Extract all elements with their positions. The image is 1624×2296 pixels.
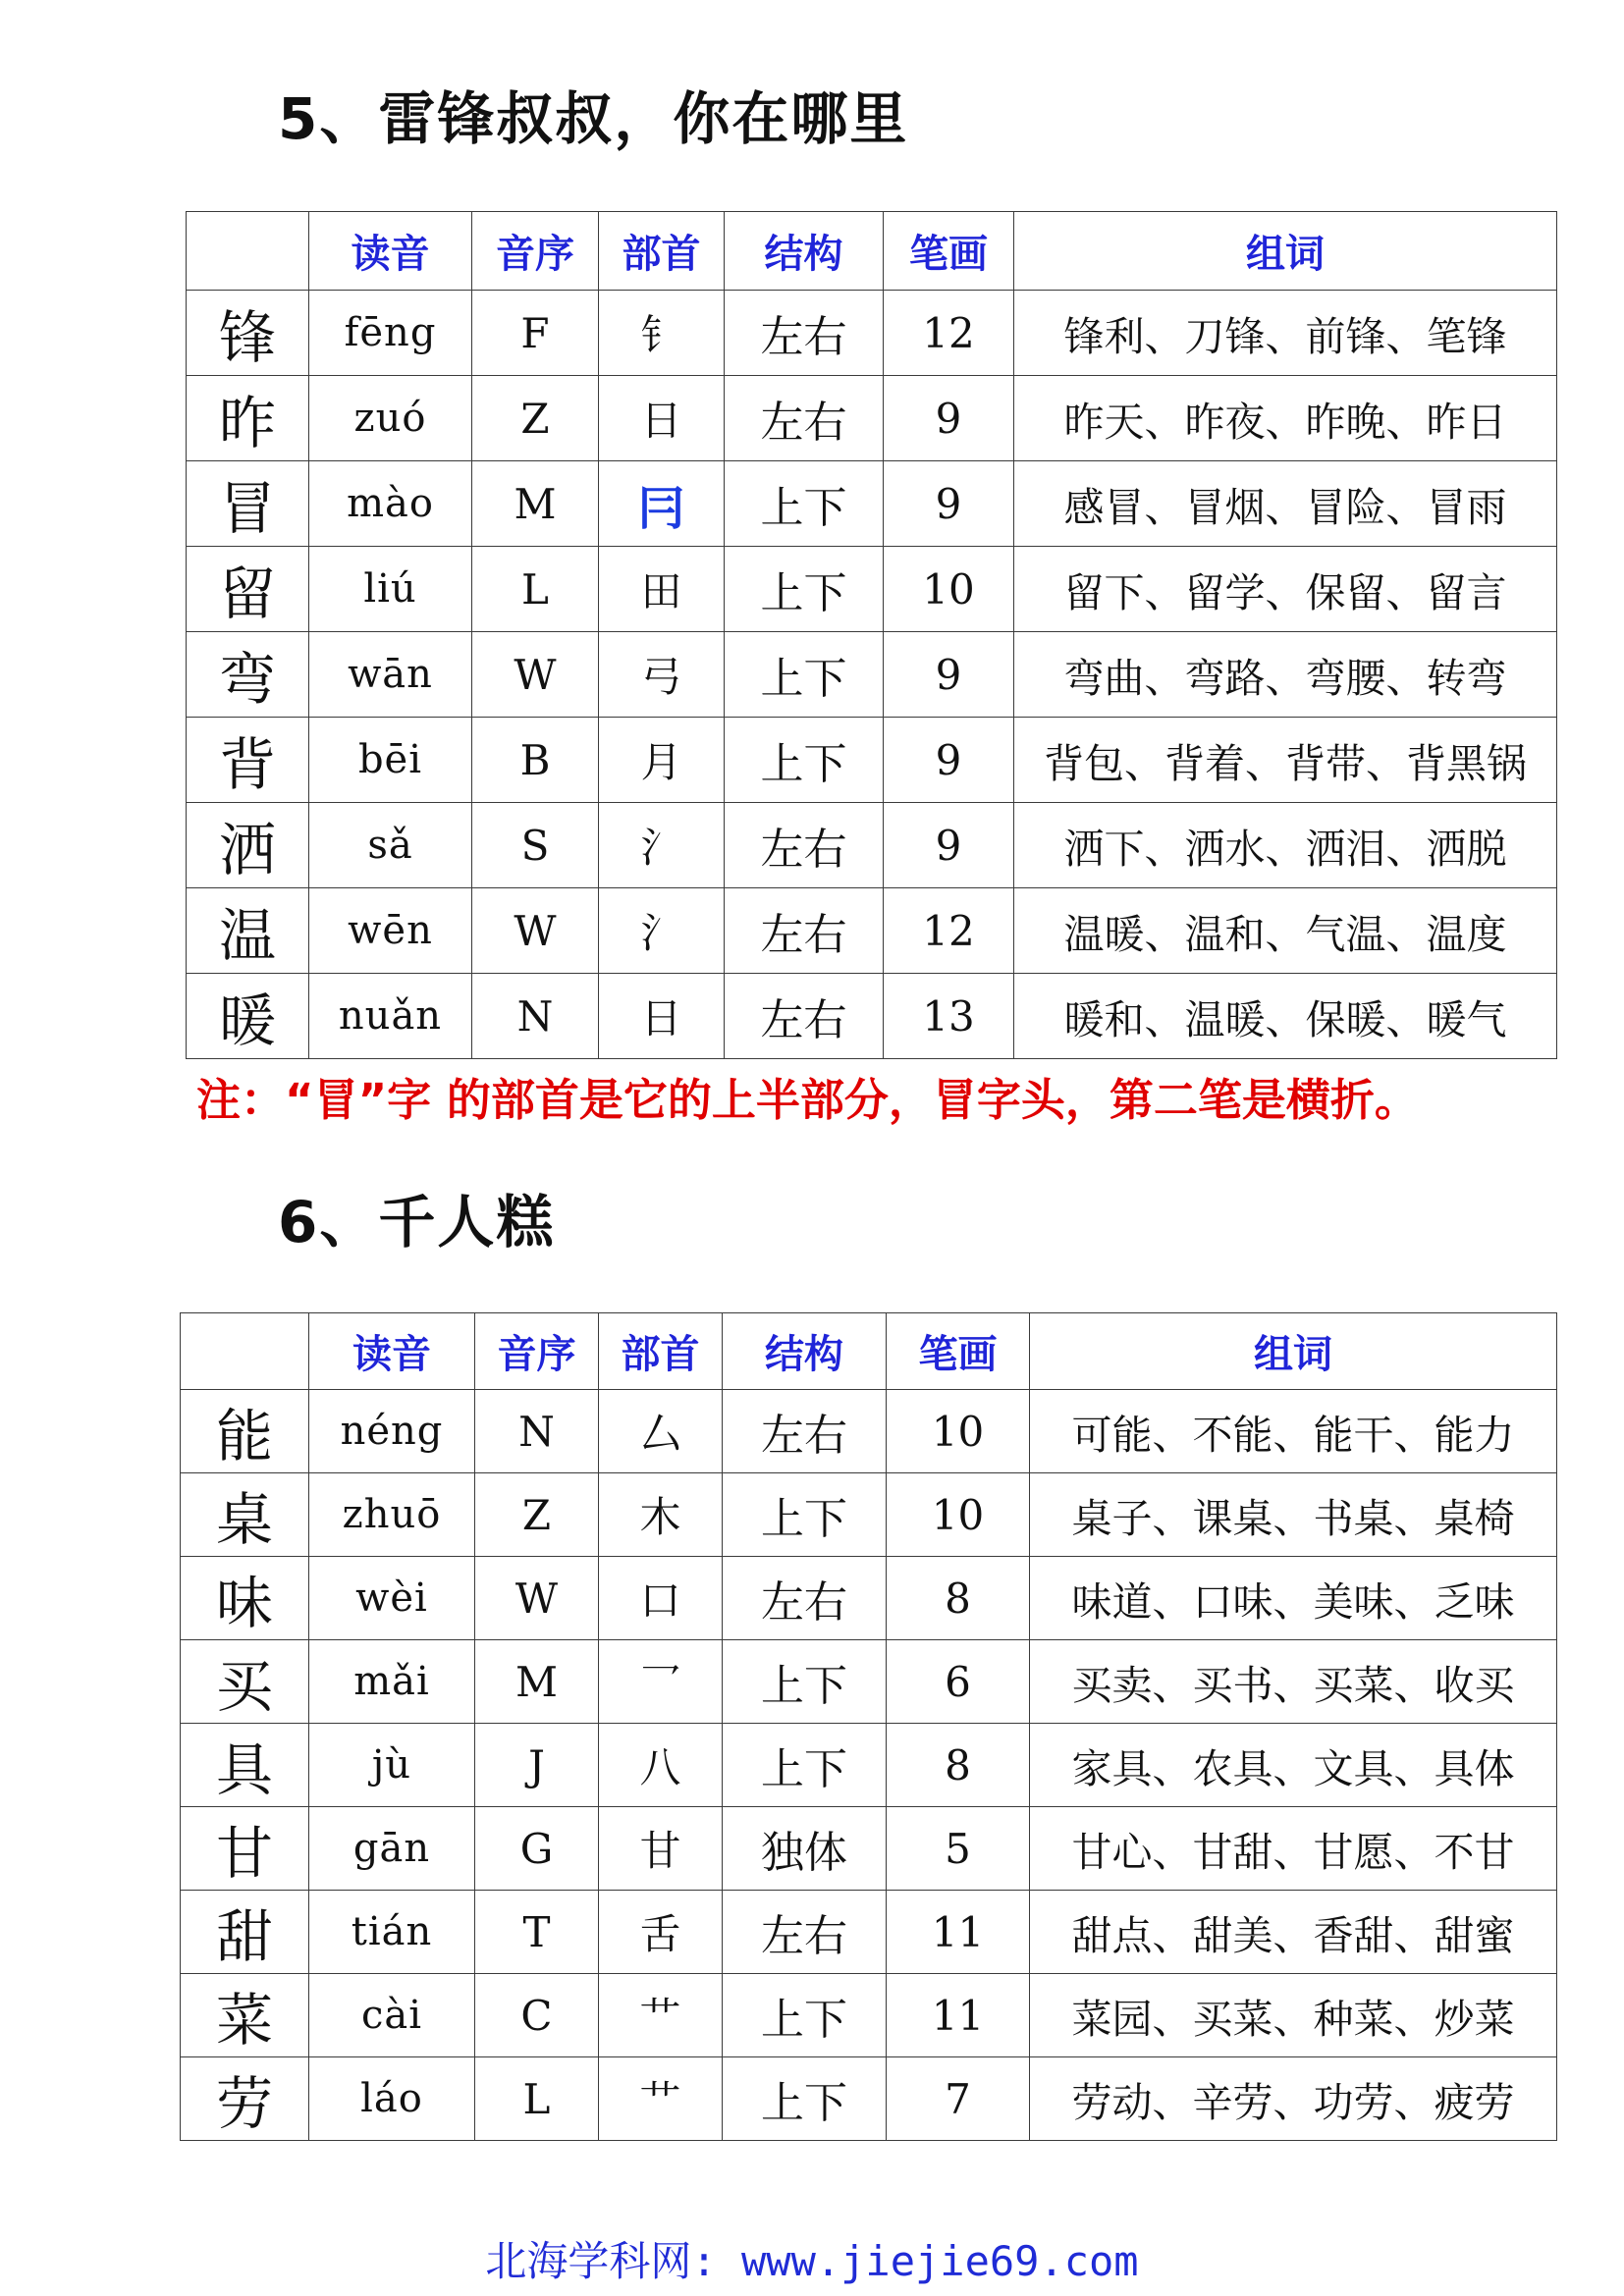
- table-row: [187, 376, 1557, 461]
- initial-letter-cell: L: [475, 2057, 599, 2141]
- header-strokes: 笔画: [887, 1313, 1030, 1390]
- table-row: [187, 632, 1557, 718]
- radical-cell: 氵: [599, 888, 725, 974]
- word-group-cell: 菜园、买菜、种菜、炒菜: [1030, 1974, 1557, 2057]
- header-corner-cell: [187, 212, 309, 291]
- initial-letter-cell: S: [472, 803, 599, 888]
- character-cell: 洒: [187, 803, 309, 888]
- initial-letter-cell: W: [472, 888, 599, 974]
- radical-cell: 口: [599, 1557, 723, 1640]
- table-row: [187, 291, 1557, 376]
- stroke-count-cell: 13: [884, 974, 1014, 1059]
- pinyin-cell: tián: [309, 1891, 475, 1974]
- pinyin-cell: láo: [309, 2057, 475, 2141]
- header-initial-order: 音序: [475, 1313, 599, 1390]
- initial-letter-cell: Z: [475, 1473, 599, 1557]
- pinyin-cell: liú: [309, 547, 472, 632]
- word-group-cell: 买卖、买书、买菜、收买: [1030, 1640, 1557, 1724]
- radical-cell: 厶: [599, 1390, 723, 1473]
- character-cell: 甜: [181, 1891, 309, 1974]
- radical-cell: 艹: [599, 2057, 723, 2141]
- character-cell: 锋: [187, 291, 309, 376]
- pinyin-cell: fēng: [309, 291, 472, 376]
- structure-cell: 左右: [725, 888, 884, 974]
- word-group-cell: 留下、留学、保留、留言: [1014, 547, 1557, 632]
- vocab-table: [186, 211, 1557, 1059]
- character-cell: 桌: [181, 1473, 309, 1557]
- structure-cell: 独体: [723, 1807, 887, 1891]
- radical-cell: 日: [599, 974, 725, 1059]
- radical-cell: 八: [599, 1724, 723, 1807]
- stroke-count-cell: 8: [887, 1557, 1030, 1640]
- table-row: [187, 974, 1557, 1059]
- stroke-count-cell: 10: [884, 547, 1014, 632]
- table-row: [187, 803, 1557, 888]
- stroke-count-cell: 12: [884, 291, 1014, 376]
- initial-letter-cell: W: [475, 1557, 599, 1640]
- initial-letter-cell: L: [472, 547, 599, 632]
- word-group-cell: 弯曲、弯路、弯腰、转弯: [1014, 632, 1557, 718]
- structure-cell: 上下: [725, 547, 884, 632]
- initial-letter-cell: J: [475, 1724, 599, 1807]
- pinyin-cell: bēi: [309, 718, 472, 803]
- pinyin-cell: jù: [309, 1724, 475, 1807]
- word-group-cell: 桌子、课桌、书桌、桌椅: [1030, 1473, 1557, 1557]
- pinyin-cell: wān: [309, 632, 472, 718]
- header-initial-order: 音序: [472, 212, 599, 291]
- header-word-groups: 组词: [1014, 212, 1557, 291]
- pinyin-cell: nuǎn: [309, 974, 472, 1059]
- table-header-row: [181, 1313, 1557, 1390]
- header-radical: 部首: [599, 1313, 723, 1390]
- table-row: [181, 1807, 1557, 1891]
- header-structure: 结构: [723, 1313, 887, 1390]
- pinyin-cell: wēn: [309, 888, 472, 974]
- radical-cell: 艹: [599, 1974, 723, 2057]
- pinyin-cell: wèi: [309, 1557, 475, 1640]
- character-cell: 具: [181, 1724, 309, 1807]
- vocab-table: [180, 1312, 1557, 2141]
- character-cell: 味: [181, 1557, 309, 1640]
- initial-letter-cell: F: [472, 291, 599, 376]
- initial-letter-cell: N: [475, 1390, 599, 1473]
- structure-cell: 左右: [725, 974, 884, 1059]
- initial-letter-cell: W: [472, 632, 599, 718]
- character-cell: 留: [187, 547, 309, 632]
- structure-cell: 左右: [725, 376, 884, 461]
- pinyin-cell: néng: [309, 1390, 475, 1473]
- word-group-cell: 背包、背着、背带、背黑锅: [1014, 718, 1557, 803]
- pinyin-cell: sǎ: [309, 803, 472, 888]
- table-row: [187, 888, 1557, 974]
- table-row: [187, 718, 1557, 803]
- header-strokes: 笔画: [884, 212, 1014, 291]
- table-row: [181, 1640, 1557, 1724]
- structure-cell: 左右: [725, 291, 884, 376]
- header-pronunciation: 读音: [309, 212, 472, 291]
- character-cell: 甘: [181, 1807, 309, 1891]
- word-group-cell: 感冒、冒烟、冒险、冒雨: [1014, 461, 1557, 547]
- word-group-cell: 昨天、昨夜、昨晚、昨日: [1014, 376, 1557, 461]
- word-group-cell: 锋利、刀锋、前锋、笔锋: [1014, 291, 1557, 376]
- radical-cell: 乛: [599, 1640, 723, 1724]
- radical-cell: 月: [599, 718, 725, 803]
- structure-cell: 上下: [723, 1724, 887, 1807]
- initial-letter-cell: M: [475, 1640, 599, 1724]
- radical-cell: 弓: [599, 632, 725, 718]
- stroke-count-cell: 5: [887, 1807, 1030, 1891]
- note-text: 注：“冒”字 的部首是它的上半部分，冒字头，第二笔是横折。: [196, 1074, 1419, 1126]
- pinyin-cell: gān: [309, 1807, 475, 1891]
- word-group-cell: 味道、口味、美味、乏味: [1030, 1557, 1557, 1640]
- initial-letter-cell: G: [475, 1807, 599, 1891]
- stroke-count-cell: 9: [884, 718, 1014, 803]
- pinyin-cell: mǎi: [309, 1640, 475, 1724]
- structure-cell: 左右: [723, 1891, 887, 1974]
- pinyin-cell: cài: [309, 1974, 475, 2057]
- radical-cell: 舌: [599, 1891, 723, 1974]
- structure-cell: 上下: [723, 1640, 887, 1724]
- initial-letter-cell: M: [472, 461, 599, 547]
- word-group-cell: 洒下、洒水、洒泪、洒脱: [1014, 803, 1557, 888]
- character-cell: 暖: [187, 974, 309, 1059]
- stroke-count-cell: 10: [887, 1473, 1030, 1557]
- pinyin-cell: zuó: [309, 376, 472, 461]
- initial-letter-cell: B: [472, 718, 599, 803]
- radical-cell: 田: [599, 547, 725, 632]
- footer-source: 北海学科网: www.jiejie69.com: [485, 2237, 1139, 2285]
- radical-cell: 钅: [599, 291, 725, 376]
- stroke-count-cell: 9: [884, 461, 1014, 547]
- initial-letter-cell: C: [475, 1974, 599, 2057]
- table-row: [187, 461, 1557, 547]
- character-cell: 弯: [187, 632, 309, 718]
- character-cell: 劳: [181, 2057, 309, 2141]
- initial-letter-cell: N: [472, 974, 599, 1059]
- radical-cell: 日: [599, 376, 725, 461]
- header-word-groups: 组词: [1030, 1313, 1557, 1390]
- table-row: [181, 1473, 1557, 1557]
- initial-letter-cell: T: [475, 1891, 599, 1974]
- table-row: [181, 1557, 1557, 1640]
- structure-cell: 上下: [723, 1974, 887, 2057]
- header-corner-cell: [181, 1313, 309, 1390]
- table-row: [187, 547, 1557, 632]
- structure-cell: 左右: [723, 1390, 887, 1473]
- pinyin-cell: mào: [309, 461, 472, 547]
- stroke-count-cell: 9: [884, 376, 1014, 461]
- header-structure: 结构: [725, 212, 884, 291]
- table-row: [181, 1974, 1557, 2057]
- stroke-count-cell: 12: [884, 888, 1014, 974]
- structure-cell: 左右: [725, 803, 884, 888]
- radical-cell: 甘: [599, 1807, 723, 1891]
- stroke-count-cell: 10: [887, 1390, 1030, 1473]
- structure-cell: 上下: [725, 718, 884, 803]
- word-group-cell: 甜点、甜美、香甜、甜蜜: [1030, 1891, 1557, 1974]
- section-title: 5、雷锋叔叔，你在哪里: [278, 85, 909, 152]
- header-pronunciation: 读音: [309, 1313, 475, 1390]
- structure-cell: 上下: [725, 632, 884, 718]
- radical-cell: 木: [599, 1473, 723, 1557]
- character-cell: 菜: [181, 1974, 309, 2057]
- word-group-cell: 可能、不能、能干、能力: [1030, 1390, 1557, 1473]
- radical-cell: 氵: [599, 803, 725, 888]
- stroke-count-cell: 9: [884, 632, 1014, 718]
- word-group-cell: 劳动、辛劳、功劳、疲劳: [1030, 2057, 1557, 2141]
- character-cell: 昨: [187, 376, 309, 461]
- header-radical: 部首: [599, 212, 725, 291]
- table-header-row: [187, 212, 1557, 291]
- table-row: [181, 2057, 1557, 2141]
- initial-letter-cell: Z: [472, 376, 599, 461]
- stroke-count-cell: 9: [884, 803, 1014, 888]
- word-group-cell: 甘心、甘甜、甘愿、不甘: [1030, 1807, 1557, 1891]
- table-row: [181, 1891, 1557, 1974]
- character-cell: 买: [181, 1640, 309, 1724]
- stroke-count-cell: 11: [887, 1891, 1030, 1974]
- pinyin-cell: zhuō: [309, 1473, 475, 1557]
- stroke-count-cell: 11: [887, 1974, 1030, 2057]
- character-cell: 温: [187, 888, 309, 974]
- table-row: [181, 1390, 1557, 1473]
- structure-cell: 上下: [725, 461, 884, 547]
- stroke-count-cell: 7: [887, 2057, 1030, 2141]
- structure-cell: 上下: [723, 1473, 887, 1557]
- word-group-cell: 暖和、温暖、保暖、暖气: [1014, 974, 1557, 1059]
- section-title: 6、千人糕: [278, 1189, 556, 1255]
- character-cell: 能: [181, 1390, 309, 1473]
- word-group-cell: 家具、农具、文具、具体: [1030, 1724, 1557, 1807]
- structure-cell: 左右: [723, 1557, 887, 1640]
- stroke-count-cell: 6: [887, 1640, 1030, 1724]
- structure-cell: 上下: [723, 2057, 887, 2141]
- character-cell: 冒: [187, 461, 309, 547]
- character-cell: 背: [187, 718, 309, 803]
- word-group-cell: 温暖、温和、气温、温度: [1014, 888, 1557, 974]
- table-row: [181, 1724, 1557, 1807]
- stroke-count-cell: 8: [887, 1724, 1030, 1807]
- radical-cell: 冃: [599, 461, 725, 547]
